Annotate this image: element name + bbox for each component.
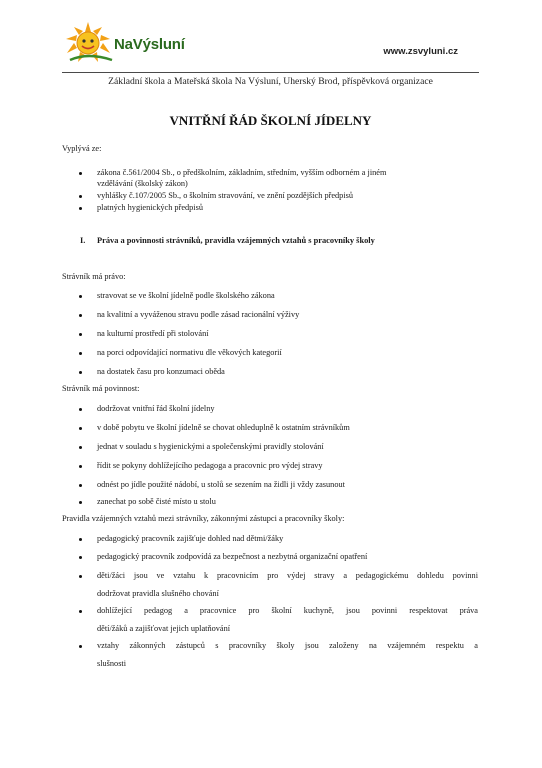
school-logo (66, 22, 196, 66)
relations-item-continued: slušnosti (97, 659, 127, 668)
relations-item-continued: dodržovat pravidla slušného chování (97, 589, 219, 598)
relations-item: děti/žáci jsou ve vztahu k pracovnicím pro výdej stravy a pedagogickému dohledu povinni (97, 571, 478, 580)
document-title: VNITŘNÍ ŘÁD ŠKOLNÍ JÍDELNY (169, 113, 372, 128)
bullet-icon (79, 314, 82, 317)
duties-item: v době pobytu ve školní jídelně se chovat ohleduplně k ostatním strávníkům (97, 423, 350, 432)
intro-text: Vyplývá ze: (62, 144, 102, 153)
source-item: vyhlášky č.107/2005 Sb., o školním stravování, ve znění pozdějších předpisů (97, 191, 354, 200)
duties-item: řídit se pokyny dohlížejícího pedagoga a pracovnic pro výdej stravy (97, 461, 323, 470)
bullet-icon (79, 172, 82, 175)
duties-heading: Strávník má povinnost: (62, 384, 140, 393)
school-name: Základní škola a Mateřská škola Na Výsluní, Uherský Brod, příspěvková organizace (108, 76, 433, 87)
bullet-icon (79, 333, 82, 336)
duties-item: odnést po jídle použité nádobí, u stolů se sezením na židli ji vždy zasunout (97, 480, 345, 489)
relations-item: pedagogický pracovník zajišťuje dohled nad dětmi/žáky (97, 534, 284, 543)
bullet-icon (79, 207, 82, 210)
relations-item: pedagogický pracovník zodpovídá za bezpečnost a nezbytná organizační opatření (97, 552, 368, 561)
rights-heading: Strávník má právo: (62, 272, 126, 281)
bullet-icon (79, 556, 82, 559)
rights-item: stravovat se ve školní jídelně podle školského zákona (97, 291, 275, 300)
website-url[interactable]: www.zsvyluni.cz (383, 46, 458, 57)
rights-item: na kvalitní a vyváženou stravu podle zásad racionální výživy (97, 310, 300, 319)
relations-item: vztahy zákonných zástupců s pracovníky školy jsou založeny na vzájemném respektu a (97, 641, 478, 650)
bullet-icon (79, 484, 82, 487)
duties-item: zanechat po sobě čisté místo u stolu (97, 497, 216, 506)
bullet-icon (79, 575, 82, 578)
bullet-icon (79, 645, 82, 648)
relations-item-continued: dětí/žáků a zajišťovat jejich uplatňování (97, 624, 231, 633)
bullet-icon (79, 195, 82, 198)
duties-item: dodržovat vnitřní řád školní jídelny (97, 404, 215, 413)
section-number: I. (80, 236, 86, 245)
bullet-icon (79, 427, 82, 430)
section-title: Práva a povinnosti strávníků, pravidla vzájemných vztahů s pracovníky školy (97, 236, 375, 245)
source-item: zákona č.561/2004 Sb., o předškolním, základním, středním, vyšším odborném a jiném (97, 168, 387, 177)
bullet-icon (79, 610, 82, 613)
bullet-icon (79, 352, 82, 355)
rights-item: na dostatek času pro konzumaci oběda (97, 367, 225, 376)
duties-item: jednat v souladu s hygienickými a společenskými pravidly stolování (97, 442, 324, 451)
sun-logo-icon (66, 22, 114, 66)
header-divider (62, 72, 479, 73)
bullet-icon (79, 408, 82, 411)
logo-text: NaVýsluní (114, 36, 185, 53)
bullet-icon (79, 465, 82, 468)
source-item: platných hygienických předpisů (97, 203, 203, 212)
rights-item: na porci odpovídající normativu dle věkových kategorií (97, 348, 282, 357)
relations-item: dohlížející pedagog a pracovnice pro školní kuchyně, jsou povinni respektovat práva (97, 606, 478, 615)
rights-item: na kulturní prostředí při stolování (97, 329, 209, 338)
source-item-continued: vzdělávání (školský zákon) (97, 179, 188, 188)
relations-heading: Pravidla vzájemných vztahů mezi strávníky, zákonnými zástupci a pracovníky školy: (62, 514, 345, 523)
bullet-icon (79, 371, 82, 374)
bullet-icon (79, 295, 82, 298)
bullet-icon (79, 501, 82, 504)
bullet-icon (79, 446, 82, 449)
bullet-icon (79, 538, 82, 541)
